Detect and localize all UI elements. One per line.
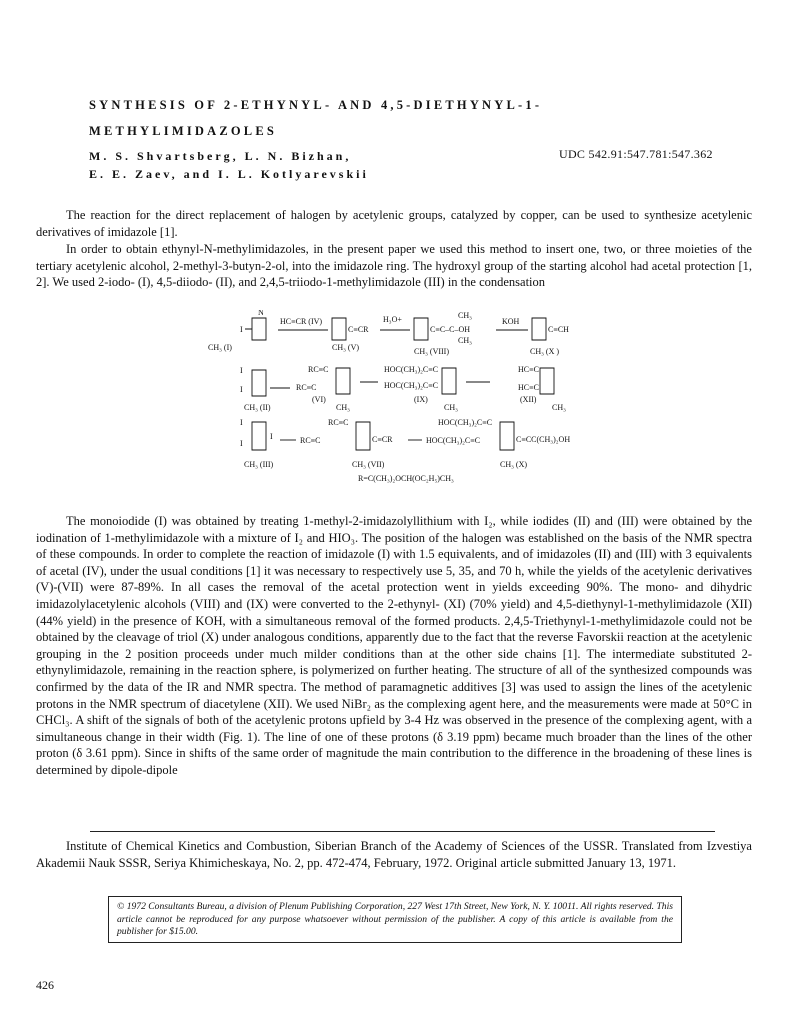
- institute-footnote: Institute of Chemical Kinetics and Combustion, Siberian Branch of the Academy of Sciences of the USSR. Translated from Izvestiya Akademii Nauk SSSR, Seriya Khimicheskaya, No. 2, pp. 472-474, February, 1972. Original article submitted January 13, 1971.: [36, 839, 752, 870]
- atom-i: I: [240, 418, 243, 427]
- label-compound-ii: CH₃ (II): [244, 403, 271, 412]
- page-number: 426: [36, 978, 54, 992]
- substituent-vii-4: RC≡C: [328, 418, 349, 427]
- label-compound-v: CH₃ (V): [332, 343, 360, 352]
- imidazole-ring-ii: [252, 370, 266, 396]
- udc-code: UDC 542.91:547.781:547.362: [559, 147, 713, 161]
- r-definition: R=C(CH₃)₂OCH(OC₂H₅)CH₃: [358, 474, 454, 483]
- author-list: [89, 147, 369, 183]
- substituent-viii: C≡C–C–OH: [430, 325, 471, 334]
- substituent-vi-4: RC≡C: [308, 365, 329, 374]
- reagent-iv: HC≡CR (IV): [280, 317, 323, 326]
- substituent-ix-4: HOC(CH₃)₂C≡C: [384, 365, 439, 374]
- imidazole-ring-vi: [336, 368, 350, 394]
- methyl-xii: CH₃: [552, 403, 566, 412]
- substituent-x-2: C≡CC(CH₃)₂OH: [516, 435, 571, 444]
- copyright-box: [108, 896, 682, 943]
- label-compound-x: CH₃ (X): [500, 460, 528, 469]
- label-compound-vi: (VI): [312, 395, 326, 404]
- atom-i: I: [270, 432, 273, 441]
- paragraph-intro: The reaction for the direct replacement of halogen by acetylenic groups, catalyzed by copper, can be used to synthesize acetylenic derivatives of imidazole [1].: [36, 208, 752, 239]
- substituent-x-4: HOC(CH₃)₂C≡C: [438, 418, 493, 427]
- imidazole-ring-xii: [540, 368, 554, 394]
- scheme-row-3: [240, 418, 570, 483]
- substituent-x-5: HOC(CH₃)₂C≡C: [426, 436, 481, 445]
- paragraph-method: In order to obtain ethynyl-N-methylimidazoles, in the present paper we used this method to insert one, two, or three moieties of the tertiary acetylenic alcohol, 2-methyl-3-butyn-2-ol, into the imidazole ring. The hydroxyl group of the starting alcohol had acetal protection [1, 2]. We used 2-iodo- (I), 4,5-diiodo- (II), and 2,4,5-triiodo-1-methylimidazole (III) in the condensation: [36, 242, 752, 290]
- reagent-koh: KOH: [502, 317, 520, 326]
- substituent-vii-5: RC≡C: [300, 436, 321, 445]
- authors-line-1: M. S. Shvartsberg, L. N. Bizhan,: [89, 149, 352, 163]
- copyright-notice: © 1972 Consultants Bureau, a division of Plenum Publishing Corporation, 227 West 17th Street, New York, N. Y. 10011. All rights reserved. This article cannot be reproduced for any purpose whatsoever without permission of the publisher. A copy of this article is available from the publisher for $15.00.: [117, 901, 673, 938]
- imidazole-ring-x: [500, 422, 514, 450]
- label-compound-iii: CH₃ (III): [244, 460, 274, 469]
- atom-i: I: [240, 439, 243, 448]
- atom-i: I: [240, 366, 243, 375]
- methyl-ix: CH₃: [444, 403, 458, 412]
- imidazole-ring-viii: [414, 318, 428, 340]
- footnote-divider: [90, 831, 715, 832]
- imidazole-ring-ix: [442, 368, 456, 394]
- imidazole-ring-vii: [356, 422, 370, 450]
- imidazole-ring-i: [245, 318, 266, 340]
- substituent-ix-5: HOC(CH₃)₂C≡C: [384, 381, 439, 390]
- title-line-2: METHYLIMIDAZOLES: [89, 124, 278, 138]
- atom-n: N: [258, 310, 264, 317]
- substituent-xii-4: HC≡C: [518, 365, 539, 374]
- paragraph-results: The monoiodide (I) was obtained by treating 1-methyl-2-imidazolyllithium with I₂, while iodides (II) and (III) were obtained by the iodination of 1-methylimidazole with a mixture of I₂ and HIO₃. The position of the halogen was established on the basis of the NMR spectra of these compounds. In order to complete the reaction of imidazole (I) with 1.5 equivalents, and of imidazoles (II) and (III) with 3 equivalents of acetal (IV), under the usual conditions [1] it was necessary to respectively use 5, 35, and 70 h, while the yields of the acetylenic derivatives (V)-(VII) were 87-89%. In all cases the removal of the acetal protection went in yields exceeding 90%. The mono- and dihydric imidazolylacetylenic alcohols (VIII) and (IX) were converted to the 2-ethynyl- (XI) (70% yield) and 4,5-diethynyl-1-methylimidazole (XII) (44% yield) in the presence of KOH, with a simultaneous removal of the formed products. 2,4,5-Triethynyl-1-methylimidazole could not be obtained by the cleavage of triol (X) under analogous conditions, apparently due to the fact that the reverse Favorskii reaction at the acetylenic grouping in the 2 position proceeds under much milder conditions than at the other side chains [1]. The intermediate substituted 2-ethynylimidazole, remaining in the reaction sphere, is polymerized on further heating. The structure of all of the synthesized compounds was confirmed by the data of the IR and NMR spectra. The method of paramagnetic additives [3] was used to assign the lines of the acetylenic protons in the NMR spectrum of diacetylene (XII). We used NiBr₂ as the complexing agent here, and the measurements were made at 50°C in CHCl₃. A shift of the signals of both of the acetylenic protons upfield by 3-4 Hz was observed in the presence of the complexing agent, with a simultaneous change in their width (Fig. 1). The line of one of these protons (δ 3.19 ppm) became much broader than the lines of the other proton (δ 3.61 ppm). Since in shifts of the same order of magnitude the main contribution to the difference in the broadening of these lines is determined by dipole-dipole: [36, 514, 752, 777]
- label-compound-i: CH₃ (I): [208, 343, 232, 352]
- authors-line-2: E. E. Zaev, and I. L. Kotlyarevskii: [89, 167, 369, 181]
- label-compound-x-top: CH₃ (X ): [530, 347, 560, 356]
- substituent-v: C≡CR: [348, 325, 369, 334]
- label-compound-ix: (IX): [414, 395, 428, 404]
- label-compound-vii: CH₃ (VII): [352, 460, 385, 469]
- scheme-row-1: [208, 310, 569, 356]
- reagent-h3o: H₃O+: [383, 315, 402, 324]
- scheme-row-2: [240, 365, 566, 412]
- substituent-vii-2: C≡CR: [372, 435, 393, 444]
- substituent-xi: C≡CH: [548, 325, 569, 334]
- label-compound-xii: (XII): [520, 395, 537, 404]
- methyl-top: CH₃: [458, 311, 472, 320]
- article-title: [89, 92, 542, 144]
- substituent-xii-5: HC≡C: [518, 383, 539, 392]
- methyl-vi: CH₃: [336, 403, 350, 412]
- methyl-bottom: CH₃: [458, 336, 472, 345]
- substituent-vi-5: RC≡C: [296, 383, 317, 392]
- label-compound-viii: CH₃ (VIII): [414, 347, 449, 356]
- imidazole-ring-iii: [252, 422, 266, 450]
- reaction-scheme: [200, 310, 620, 500]
- atom-i: I: [240, 385, 243, 394]
- imidazole-ring-v: [332, 318, 346, 340]
- atom-i: I: [240, 325, 243, 334]
- title-line-1: SYNTHESIS OF 2-ETHYNYL- AND 4,5-DIETHYNYL-1-: [89, 98, 543, 112]
- imidazole-ring-xi: [532, 318, 546, 340]
